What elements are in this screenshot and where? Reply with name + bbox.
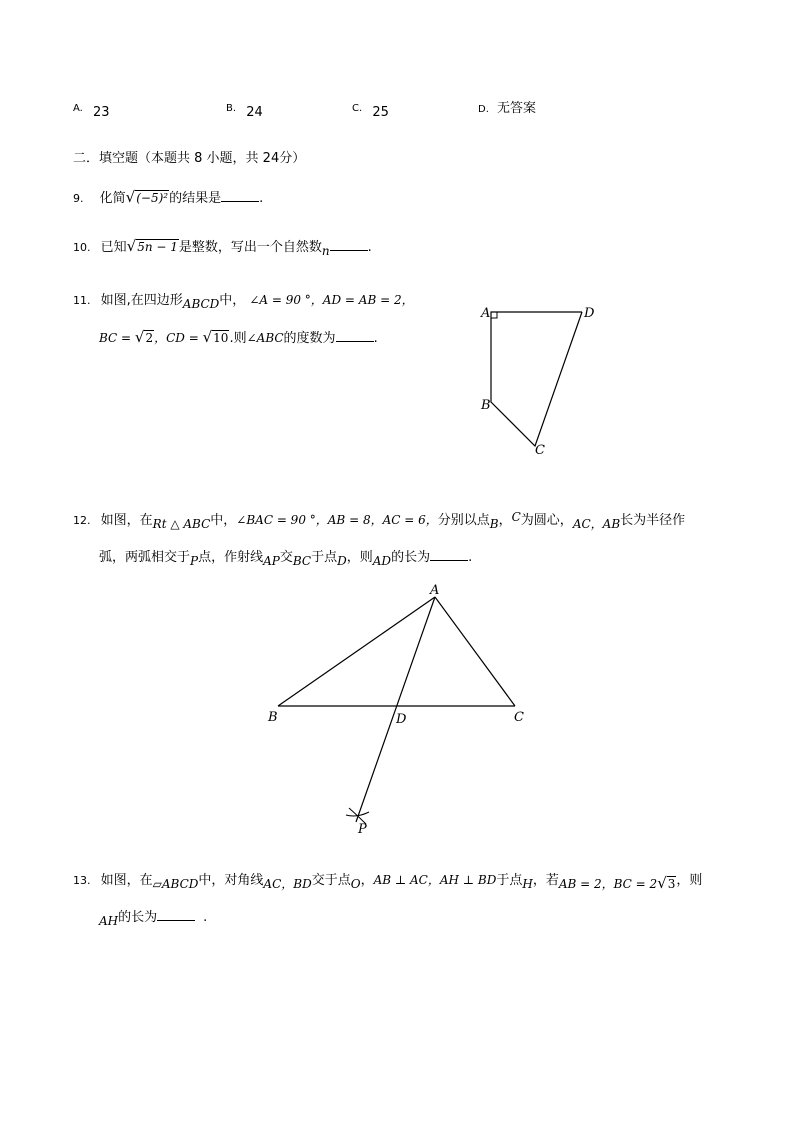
fig12-label-b: B <box>268 710 278 725</box>
q12-sep: ， <box>498 513 512 528</box>
option-d-letter: D. <box>478 104 489 115</box>
q13-lengths: AB = 2，BC = 2 <box>558 877 658 891</box>
q10-text-pre: 已知 <box>100 240 127 255</box>
option-b-value: 24 <box>246 105 263 120</box>
q13-diagonals: AC，BD <box>263 877 312 891</box>
section-title: 二．填空题（本题共 8 小题，共 24分） <box>73 151 306 166</box>
right-angle-mark <box>491 312 497 318</box>
q12-radii: AC，AB <box>572 517 621 531</box>
option-c-letter: C. <box>352 103 363 114</box>
fig11-label-b: B <box>481 398 491 413</box>
sqrt-icon: √ <box>125 188 136 206</box>
question-number: 10. <box>73 241 91 254</box>
figure-quadrilateral <box>470 300 610 460</box>
q10-radicand: 5n − 1 <box>137 240 178 254</box>
q13-text-d: ， <box>360 873 374 888</box>
q11-cd-radicand: 10 <box>213 331 229 345</box>
option-b <box>226 100 263 120</box>
answer-blank <box>336 340 374 342</box>
q12-text-c: 分别以点 <box>437 513 490 528</box>
q11-end: . <box>373 331 378 346</box>
q12-l2-text-e: ，则 <box>346 550 373 565</box>
q13-perpendiculars: AB ⊥ AC，AH ⊥ BD <box>373 873 497 887</box>
q11-quad: ABCD <box>182 297 220 311</box>
q10-text-mid: 是整数，写出一个自然数 <box>178 240 322 255</box>
question-number: 12. <box>73 514 91 527</box>
q9-end: . <box>259 191 264 206</box>
q12-point-d: D <box>337 554 347 568</box>
question-11-line-2 <box>99 327 378 346</box>
fig11-label-d: D <box>584 306 595 321</box>
option-a-value: 23 <box>92 105 110 120</box>
q12-l2-text-c: 交 <box>279 550 293 565</box>
q11-text: 如图,在四边形 <box>100 293 183 308</box>
q12-l2-text-b: 点，作射线 <box>198 550 264 565</box>
question-number: 13. <box>73 874 91 887</box>
q12-segment-ad: AD <box>372 554 392 568</box>
fig12-label-p: P <box>358 822 367 837</box>
sqrt-icon: √ <box>657 874 667 892</box>
q13-point-o: O <box>350 877 361 891</box>
q13-end: . <box>203 910 208 925</box>
q12-end: . <box>468 550 473 565</box>
answer-blank <box>157 919 195 921</box>
q12-text-d: 为圆心， <box>520 513 573 528</box>
q12-segment-bc: BC <box>292 554 312 568</box>
question-10 <box>73 236 372 258</box>
q10-var: n <box>321 244 330 258</box>
q13-l2-text: 的长为 <box>118 910 158 925</box>
segment-ac <box>435 597 515 706</box>
question-11-line-1 <box>73 289 414 311</box>
q13-text-e: 于点 <box>496 873 523 888</box>
q12-triangle: Rt △ ABC <box>152 517 211 531</box>
figure-triangle <box>260 578 540 840</box>
option-c-value: 25 <box>372 105 389 120</box>
question-number: 9. <box>73 192 84 205</box>
question-12-line-2 <box>99 546 473 568</box>
ray-ap <box>356 597 435 822</box>
option-d <box>478 97 536 116</box>
option-c <box>352 100 389 120</box>
q12-l2-text-a: 弧，两弧相交于 <box>99 550 191 565</box>
option-b-letter: B. <box>226 103 237 114</box>
fig11-label-c: C <box>535 443 545 458</box>
fig11-label-a: A <box>481 306 491 321</box>
answer-blank <box>430 559 468 561</box>
option-a-letter: A. <box>73 103 83 114</box>
sqrt-icon: √ <box>202 328 213 346</box>
q12-l2-text-f: 的长为 <box>391 550 431 565</box>
option-a <box>73 100 110 120</box>
q13-point-h: H <box>522 877 533 891</box>
q11-cd: ，CD = <box>154 331 203 345</box>
q9-text-pre: 化简 <box>99 191 126 206</box>
option-d-value: 无答案 <box>497 101 537 116</box>
question-9 <box>73 187 263 206</box>
q13-text-g: ，则 <box>676 873 703 888</box>
q12-text-b: 中， <box>210 513 237 528</box>
q12-condition: ∠BAC = 90 °，AB = 8，AC = 6， <box>236 513 438 527</box>
q10-end: . <box>367 240 372 255</box>
sqrt-icon: √ <box>134 328 145 346</box>
fig12-label-c: C <box>514 710 524 725</box>
q12-text: 如图，在 <box>100 513 153 528</box>
q11-condition: ∠A = 90 °，AD = AB = 2， <box>249 293 414 307</box>
q13-text-f: ，若 <box>532 873 559 888</box>
fig12-label-a: A <box>430 583 440 598</box>
q12-text-e: 长为半径作 <box>620 513 686 528</box>
q11-bc-radicand: 2 <box>145 331 154 345</box>
q13-segment-ah: AH <box>99 914 119 928</box>
q11-bc: BC = <box>99 331 135 345</box>
q12-point-p: P <box>190 554 199 568</box>
q12-point-b: B <box>489 517 499 531</box>
sqrt-icon: √ <box>126 237 137 255</box>
q9-radicand: (−5)² <box>136 191 169 205</box>
q13-text-b: 中，对角线 <box>198 873 264 888</box>
q13-parallelogram: ▱ABCD <box>152 877 199 891</box>
q12-point-c: C <box>511 510 521 524</box>
quadrilateral-outline <box>491 312 582 446</box>
question-13-line-2 <box>99 906 208 928</box>
fig12-label-d: D <box>396 712 407 727</box>
answer-blank <box>221 200 259 202</box>
q11-then: .则 <box>229 331 247 346</box>
q13-radicand: 3 <box>667 877 676 891</box>
q13-text: 如图，在 <box>100 873 153 888</box>
q12-l2-text-d: 于点 <box>311 550 338 565</box>
q9-text-post: 的结果是 <box>169 191 222 206</box>
q13-text-c: 交于点 <box>311 873 351 888</box>
q12-ray-ap: AP <box>263 554 280 568</box>
q11-post: 的度数为 <box>283 331 336 346</box>
question-13-line-1 <box>73 869 703 892</box>
segment-ab <box>278 597 435 706</box>
q11-angle: ∠ABC <box>246 331 284 345</box>
answer-blank <box>330 249 368 251</box>
question-number: 11. <box>73 294 91 307</box>
q11-text-mid: 中， <box>219 293 246 308</box>
question-12-line-1 <box>73 509 686 531</box>
